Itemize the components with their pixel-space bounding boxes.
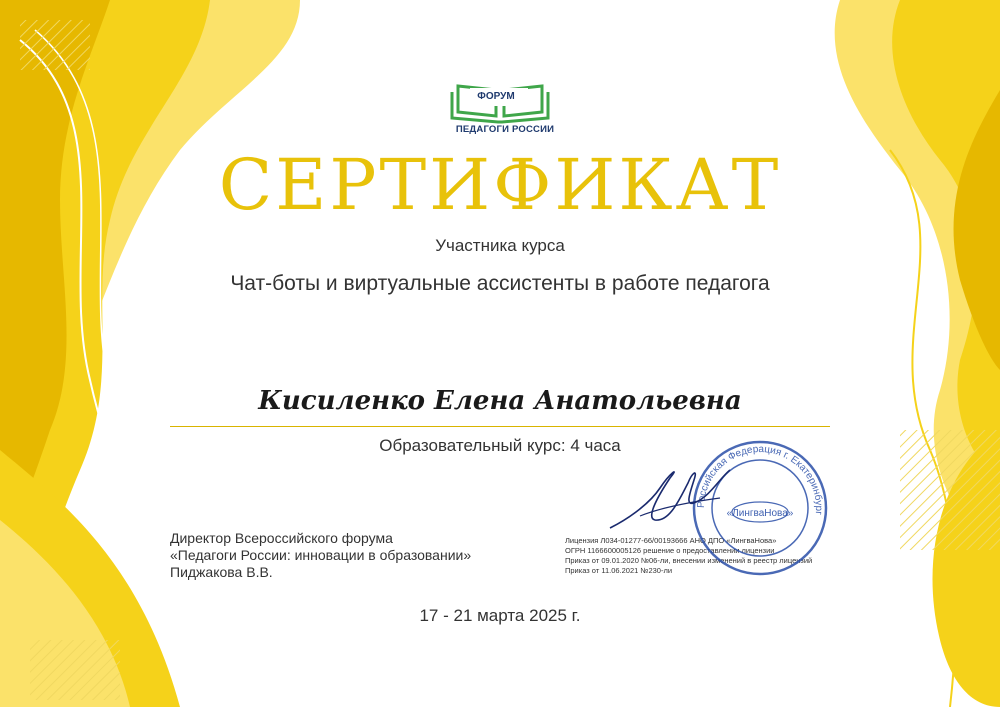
book-icon	[450, 80, 560, 124]
stamp-ring-text: Российская Федерация г. Екатеринбург	[695, 443, 825, 516]
director-name: Пиджакова В.В.	[170, 564, 273, 580]
certificate-title: СЕРТИФИКАТ	[218, 144, 782, 226]
course-hours: Образовательный курс: 4 часа	[379, 436, 621, 455]
course-name: Чат-боты и виртуальные ассистенты в работе педагога	[230, 272, 770, 295]
certificate-subtitle: Участника курса	[435, 236, 565, 255]
director-forum: «Педагоги России: инновации в образовании»	[170, 547, 472, 563]
course-dates: 17 - 21 марта 2025 г.	[419, 606, 581, 625]
director-title: Директор Всероссийского форума	[170, 530, 393, 546]
logo-bottom-text: ПЕДАГОГИ РОССИИ	[455, 124, 555, 135]
signature-graphic	[600, 458, 750, 538]
name-underline	[170, 426, 830, 427]
forum-logo	[450, 80, 560, 140]
license-line: Приказ от 11.06.2021 №230-ли	[565, 566, 673, 575]
license-line: Приказ от 09.01.2020 №06-ли, внесении изменений в реестр лицензий	[565, 556, 813, 565]
director-block	[170, 530, 570, 581]
license-line: Лицензия Л034-01277-66/00193666 АНО ДПО «ЛингваНова»	[565, 536, 777, 545]
license-line: ОГРН 1166600005126 решение о предоставлении лицензии	[565, 546, 775, 555]
logo-top-text: ФОРУМ	[477, 91, 515, 102]
recipient-name: Кисиленко Елена Анатольевна	[258, 386, 742, 416]
stamp-center-text: «ЛингваНова»	[726, 508, 794, 519]
